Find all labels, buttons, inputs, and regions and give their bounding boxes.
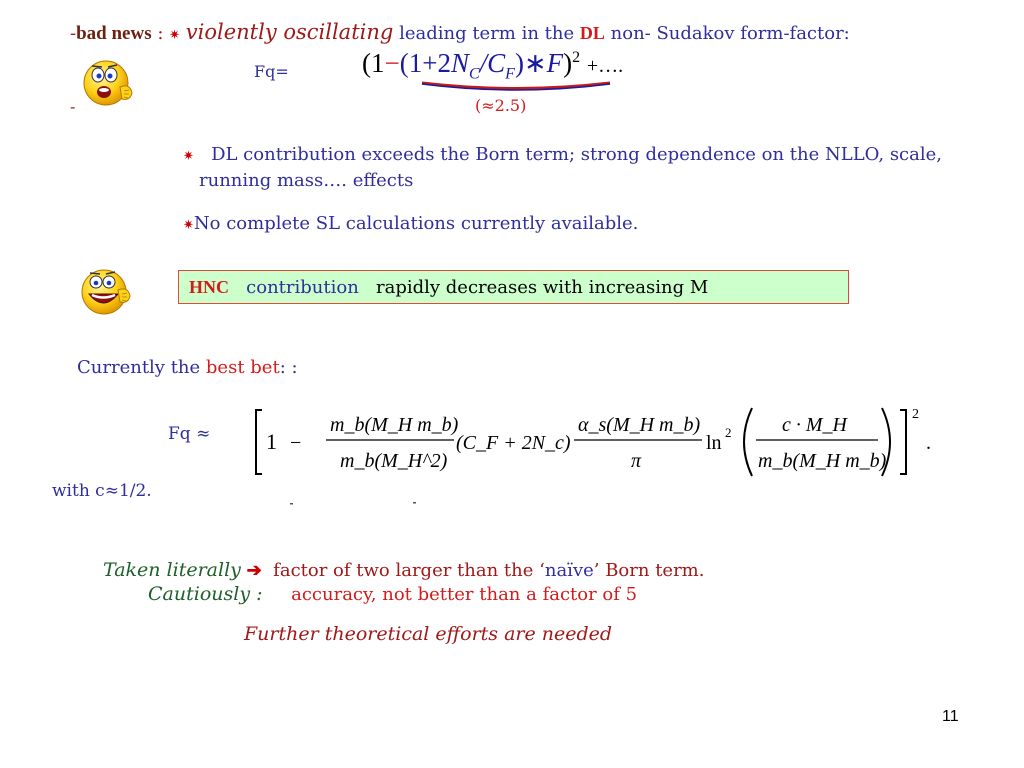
fraction2-denominator: π <box>631 450 642 472</box>
contribution-word: contribution <box>246 277 359 298</box>
formula-inner <box>399 48 564 83</box>
colon: : <box>151 23 164 44</box>
fraction3-numerator: c · M_H <box>782 414 847 436</box>
oscillating-phrase: violently oscillating <box>185 20 394 44</box>
bullet1-line1: DL contribution exceeds the Born term; strong dependence on the NLLO, scale, <box>211 144 942 165</box>
dash-mark: - <box>70 97 76 116</box>
fq-approx-label: Fq ≈ <box>168 424 211 444</box>
fraction2-numerator: α_s(M_H m_b) <box>578 414 701 436</box>
page-number: 11 <box>942 708 959 725</box>
f-symbol: F <box>546 48 564 78</box>
taken-literally-label: Taken literally <box>103 559 241 581</box>
right-bracket <box>900 410 906 474</box>
taken-literally-line <box>103 559 704 581</box>
left-bracket <box>256 410 262 474</box>
one: 1 <box>266 429 277 454</box>
formula-open: (1 <box>362 48 385 78</box>
square-exp: 2 <box>572 49 581 66</box>
hnc-highlight-box <box>178 270 849 304</box>
leading-term-text: leading term in the <box>399 23 575 44</box>
formula-minus: − <box>384 48 400 78</box>
bad-news-line <box>70 20 850 45</box>
outer-exponent: 2 <box>912 407 919 422</box>
bad-news-label: bad news <box>76 23 152 44</box>
taken-text1: factor of two larger than the ‘ <box>273 560 545 581</box>
cautiously-label: Cautiously : <box>148 583 263 605</box>
best-bet-line <box>77 357 298 378</box>
nc-symbol: N <box>450 48 469 78</box>
color-factor: (C_F + 2N_c) <box>456 432 571 454</box>
left-paren <box>744 408 752 476</box>
star-bullet-icon: ✷ <box>183 149 194 164</box>
further-efforts-text: Further theoretical efforts are needed <box>244 623 613 645</box>
fraction3-denominator: m_b(M_H m_b) <box>758 450 887 472</box>
slash: / <box>479 48 488 78</box>
inner-open: (1+ <box>399 48 438 78</box>
sudakov-text: non- Sudakov form-factor: <box>610 23 850 44</box>
dl-contribution-bullet <box>183 143 942 193</box>
cf-symbol: C <box>487 48 506 78</box>
formula-close: ) <box>563 48 573 78</box>
cautiously-line <box>148 583 637 605</box>
dl-label: DL <box>579 23 605 43</box>
bullet1-line2: running mass…. effects <box>199 170 414 191</box>
approx-value: (≈2.5) <box>475 96 527 115</box>
sub-f: F <box>505 65 515 83</box>
stray-marks <box>290 501 430 507</box>
minus: − <box>290 432 302 454</box>
period: . <box>926 432 931 454</box>
decreases-text: rapidly decreases with increasing M <box>375 277 709 298</box>
fq-label: Fq= <box>254 62 289 81</box>
sub-c: C <box>468 65 480 83</box>
naive-word: naïve <box>544 560 594 581</box>
hnc-text <box>189 277 708 298</box>
bullet2-text: No complete SL calculations currently available. <box>193 213 639 234</box>
dash: - <box>70 23 77 44</box>
hnc-label: HNC <box>189 277 229 297</box>
taken-text2: ’ Born term. <box>593 560 705 581</box>
ln-symbol: ln <box>706 432 722 454</box>
worried-smiley-icon <box>80 55 138 107</box>
best-bet-label: best bet <box>205 357 280 378</box>
bestbet-prefix: Currently the <box>77 357 206 378</box>
star-bullet-icon: ✷ <box>183 218 194 233</box>
plus-dots: +…. <box>586 55 624 77</box>
with-c-note: with c≈1/2. <box>52 481 152 501</box>
fraction1-numerator: m_b(M_H m_b) <box>330 414 459 436</box>
best-bet-formula <box>252 400 952 490</box>
times: ∗ <box>523 48 547 78</box>
ln-exponent: 2 <box>725 425 732 440</box>
inner-close: ) <box>514 48 524 78</box>
right-arrow-icon: ➔ <box>246 560 262 581</box>
bestbet-suffix: : : <box>279 357 298 378</box>
no-sl-bullet <box>183 213 638 234</box>
accuracy-text: accuracy, not better than a factor of 5 <box>291 584 638 605</box>
underbrace-curve <box>420 80 612 94</box>
two: 2 <box>437 48 451 78</box>
laughing-smiley-icon <box>78 264 136 316</box>
fraction1-denominator: m_b(M_H^2) <box>340 450 448 472</box>
form-factor-formula <box>362 48 623 83</box>
star-bullet-icon: ✷ <box>169 28 181 43</box>
